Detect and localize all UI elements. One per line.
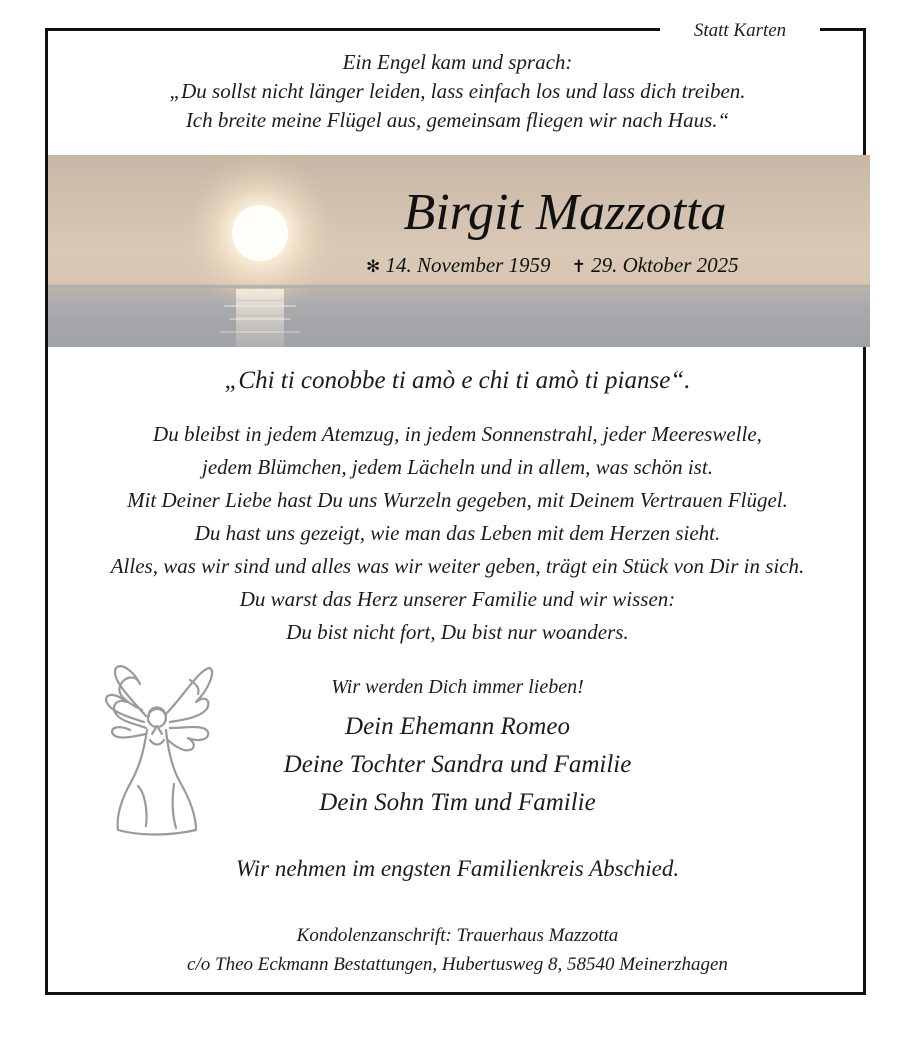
verse-line: Ich breite meine Flügel aus, gemeinsam fliegen wir nach Haus.“ bbox=[185, 108, 730, 132]
death-date: 29. Oktober 2025 bbox=[591, 253, 739, 277]
condolence-address bbox=[45, 921, 870, 979]
poem-line: Mit Deiner Liebe hast Du uns Wurzeln gegeben, mit Deinem Vertrauen Flügel. bbox=[127, 488, 788, 512]
life-dates bbox=[366, 251, 766, 281]
poem-line: Alles, was wir sind und alles was wir weiter geben, trägt ein Stück von Dir in sich. bbox=[110, 554, 805, 578]
poem-line: Du bist nicht fort, Du bist nur woanders. bbox=[286, 620, 629, 644]
italian-quote: „Chi ti conobbe ti amò e chi ti amò ti pianse“. bbox=[224, 367, 691, 394]
statt-karten-label: Statt Karten bbox=[660, 18, 820, 44]
angel-verse bbox=[45, 48, 870, 135]
death-cross-icon: ✝ bbox=[571, 257, 586, 277]
mourners-list bbox=[45, 708, 870, 822]
mourner-name: Dein Ehemann Romeo bbox=[345, 713, 570, 740]
birth-date: 14. November 1959 bbox=[385, 253, 551, 277]
poem bbox=[45, 418, 870, 649]
address-line: Kondolenzanschrift: Trauerhaus Mazzotta bbox=[296, 925, 619, 946]
poem-line: Du bleibst in jedem Atemzug, in jedem Sonnenstrahl, jeder Meereswelle, bbox=[153, 422, 762, 446]
poem-line: jedem Blümchen, jedem Lächeln und in allem, was schön ist. bbox=[202, 455, 713, 479]
farewell-note: Wir nehmen im engsten Familienkreis Abschied. bbox=[235, 856, 680, 881]
verse-line: „Du sollst nicht länger leiden, lass einfach los und lass dich treiben. bbox=[169, 79, 746, 103]
birth-star-icon: ✻ bbox=[366, 257, 381, 277]
poem-line: Du warst das Herz unserer Familie und wir wissen: bbox=[239, 587, 676, 611]
mourner-name: Deine Tochter Sandra und Familie bbox=[283, 751, 632, 778]
verse-line: Ein Engel kam und sprach: bbox=[342, 50, 573, 74]
love-line: Wir werden Dich immer lieben! bbox=[331, 676, 584, 698]
deceased-name: Birgit Mazzotta bbox=[403, 184, 727, 241]
poem-line: Du hast uns gezeigt, wie man das Leben mit dem Herzen sieht. bbox=[194, 521, 721, 545]
address-line: c/o Theo Eckmann Bestattungen, Hubertusweg 8, 58540 Meinerzhagen bbox=[187, 954, 728, 975]
mourner-name: Dein Sohn Tim und Familie bbox=[319, 789, 596, 816]
